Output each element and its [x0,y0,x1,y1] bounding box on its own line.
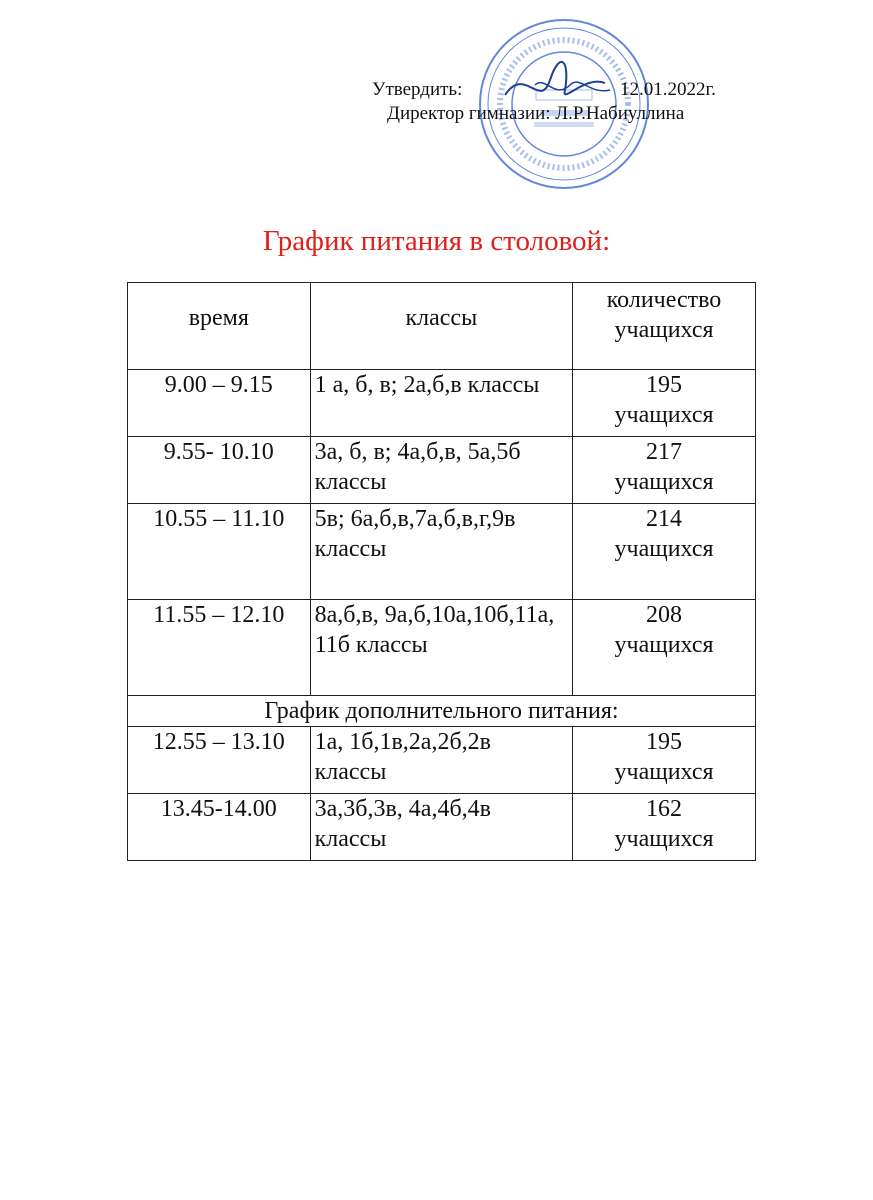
table-row [128,437,756,504]
header-time: время [128,283,311,370]
table-subheading-row [128,696,756,727]
row-classes: 1 а, б, в; 2а,б,в классы [310,370,572,437]
row-classes: 5в; 6а,б,в,7а,б,в,г,9в классы [310,504,572,600]
row-classes: 3а, б, в; 4а,б,в, 5а,5б классы [310,437,572,504]
row-classes: 1а, 1б,1в,2а,2б,2в классы [310,727,572,794]
table-header-row [128,283,756,370]
count-unit: учащихся [614,632,714,658]
count-value: 162 [646,796,683,822]
table-row [128,600,756,696]
extra-meal-heading: График дополнительного питания: [128,696,756,727]
row-time: 11.55 – 12.10 [128,600,311,696]
director-line: Директор гимназии: Л.Р.Набиуллина [387,103,685,124]
header-classes: классы [310,283,572,370]
page-title: График питания в столовой: [262,225,611,257]
row-count [573,727,756,794]
count-unit: учащихся [614,759,714,785]
header-count: количество учащихся [573,283,756,370]
row-count [573,370,756,437]
count-value: 195 [646,729,683,755]
row-count [573,794,756,861]
count-value: 195 [646,372,683,398]
table-row [128,504,756,600]
row-time: 10.55 – 11.10 [128,504,311,600]
row-classes: 3а,3б,3в, 4а,4б,4в классы [310,794,572,861]
row-time: 9.00 – 9.15 [128,370,311,437]
row-classes: 8а,б,в, 9а,б,10а,10б,11а, 11б классы [310,600,572,696]
table-row [128,370,756,437]
row-count [573,504,756,600]
count-value: 217 [646,439,683,465]
count-unit: учащихся [614,826,714,852]
approve-label: Утвердить: [372,79,463,100]
count-unit: учащихся [614,536,714,562]
count-unit: учащихся [614,469,714,495]
row-count [573,437,756,504]
table-row [128,727,756,794]
row-count [573,600,756,696]
row-time: 12.55 – 13.10 [128,727,311,794]
meal-schedule-table [127,282,756,861]
count-unit: учащихся [614,402,714,428]
approval-block [372,78,752,124]
table-row [128,794,756,861]
approval-date: 12.01.2022г. [620,79,716,100]
row-time: 13.45-14.00 [128,794,311,861]
row-time: 9.55- 10.10 [128,437,311,504]
count-value: 214 [646,506,683,532]
count-value: 208 [646,602,683,628]
